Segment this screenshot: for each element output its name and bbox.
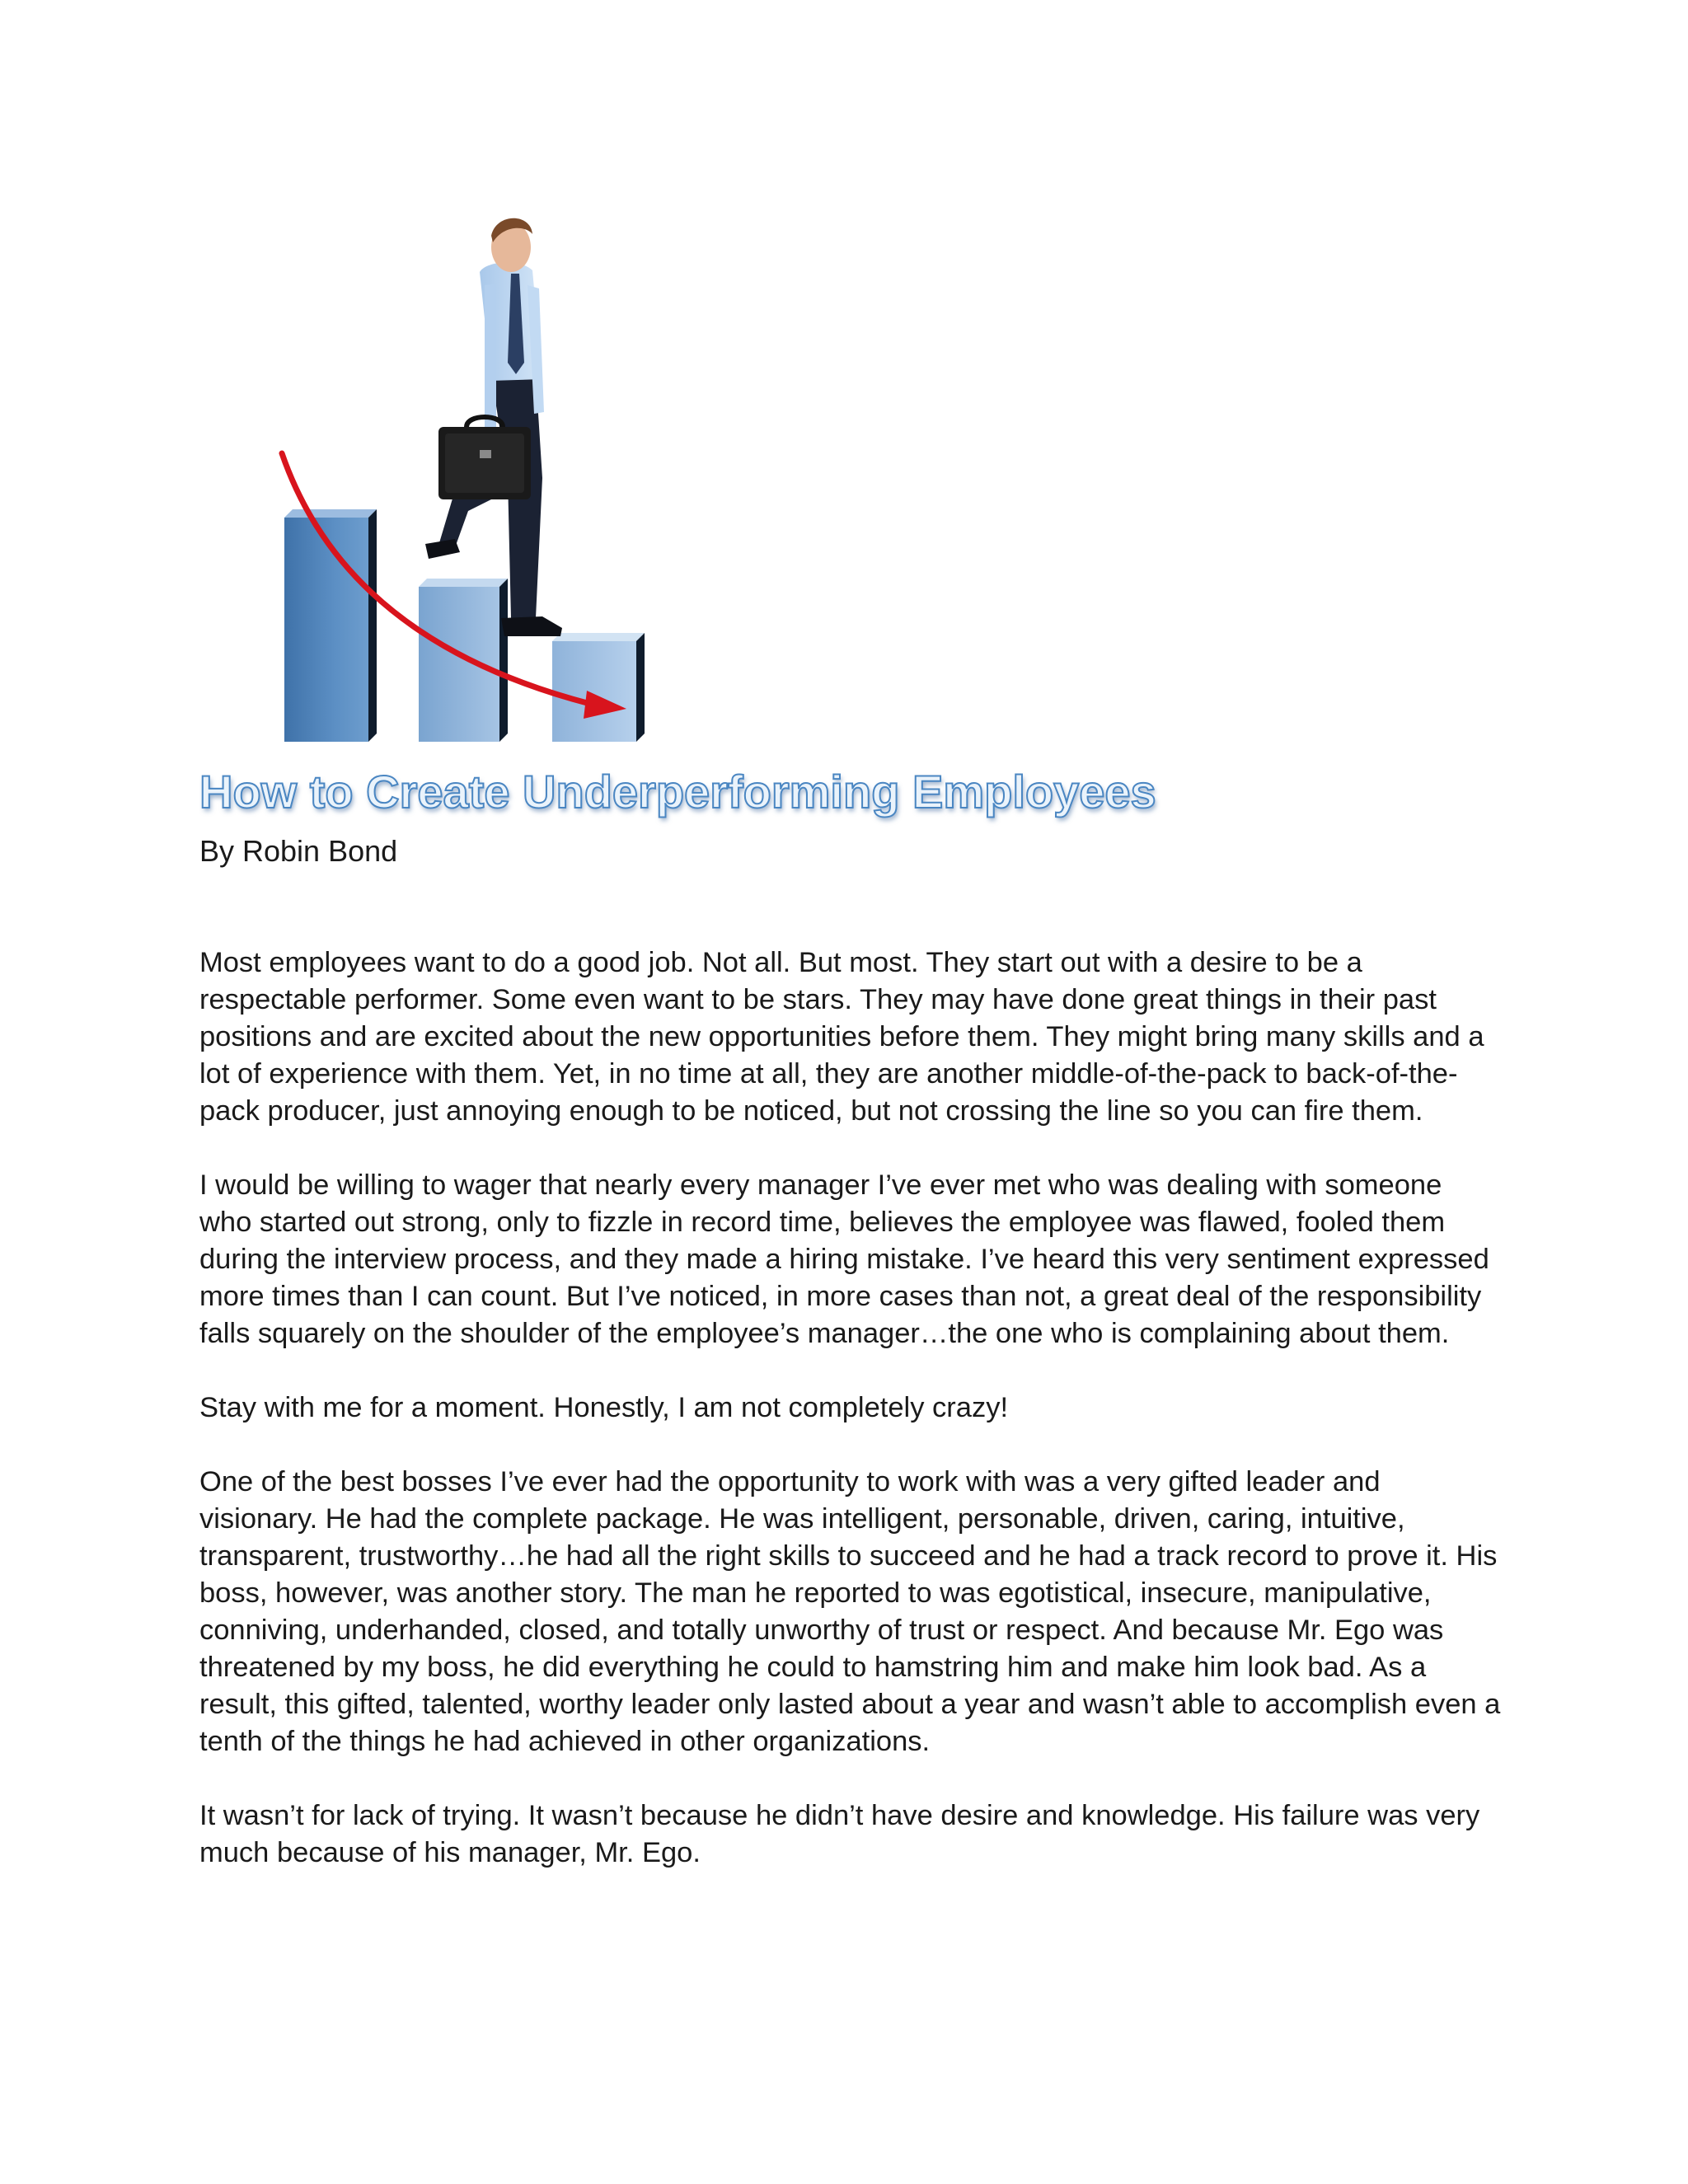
- paragraph: Most employees want to do a good job. Not all. But most. They start out with a desire to be a respectable performer. Some even want to be stars. They may have done great things in their past positions and are excited about the new opportunities before them. They might bring many skills and a lot of experience with them. Yet, in no time at all, they are another middle-of-the-pack to back-of-the-pack producer, just annoying enough to be noticed, but not crossing the line so you can fire them.: [199, 947, 1484, 1127]
- paragraph: It wasn’t for lack of trying. It wasn’t because he didn’t have desire and knowledge. His failure was very much because of his manager, Mr. Ego.: [199, 1800, 1480, 1868]
- paragraph: I would be willing to wager that nearly every manager I’ve ever met who was dealing with someone who started out strong, only to fizzle in record time, believes the employee was flawed, fooled them during the interview process, and they made a hiring mistake. I’ve heard this very sentiment expressed more times than I can count. But I’ve noticed, in more cases than not, a great deal of the responsibility falls squarely on the shoulder of the employee’s manager…the one who is complaining about them.: [199, 1169, 1489, 1349]
- document-title: How to Create Underperforming Employees: [199, 766, 1156, 818]
- article-body: [199, 944, 1502, 1909]
- paragraph: One of the best bosses I’ve ever had the opportunity to work with was a very gifted leader and visionary. He had the complete package. He was intelligent, personable, driven, caring, intuitive, transparent, trustworthy…he had all the right skills to succeed and he had a track record to prove it. His boss, however, was another story. The man he reported to was egotistical, insecure, manipulative, conniving, underhanded, closed, and totally unworthy of trust or respect. And because Mr. Ego was threatened by my boss, he did everything he could to hamstring him and make him look bad. As a result, this gifted, talented, worthy leader only lasted about a year and wasn’t able to accomplish even a tenth of the things he had achieved in other organizations.: [199, 1466, 1501, 1757]
- declining-bar-chart-with-businessman-icon: [264, 206, 692, 750]
- author-byline: By Robin Bond: [199, 834, 398, 868]
- paragraph: Stay with me for a moment. Honestly, I am not completely crazy!: [199, 1392, 1009, 1423]
